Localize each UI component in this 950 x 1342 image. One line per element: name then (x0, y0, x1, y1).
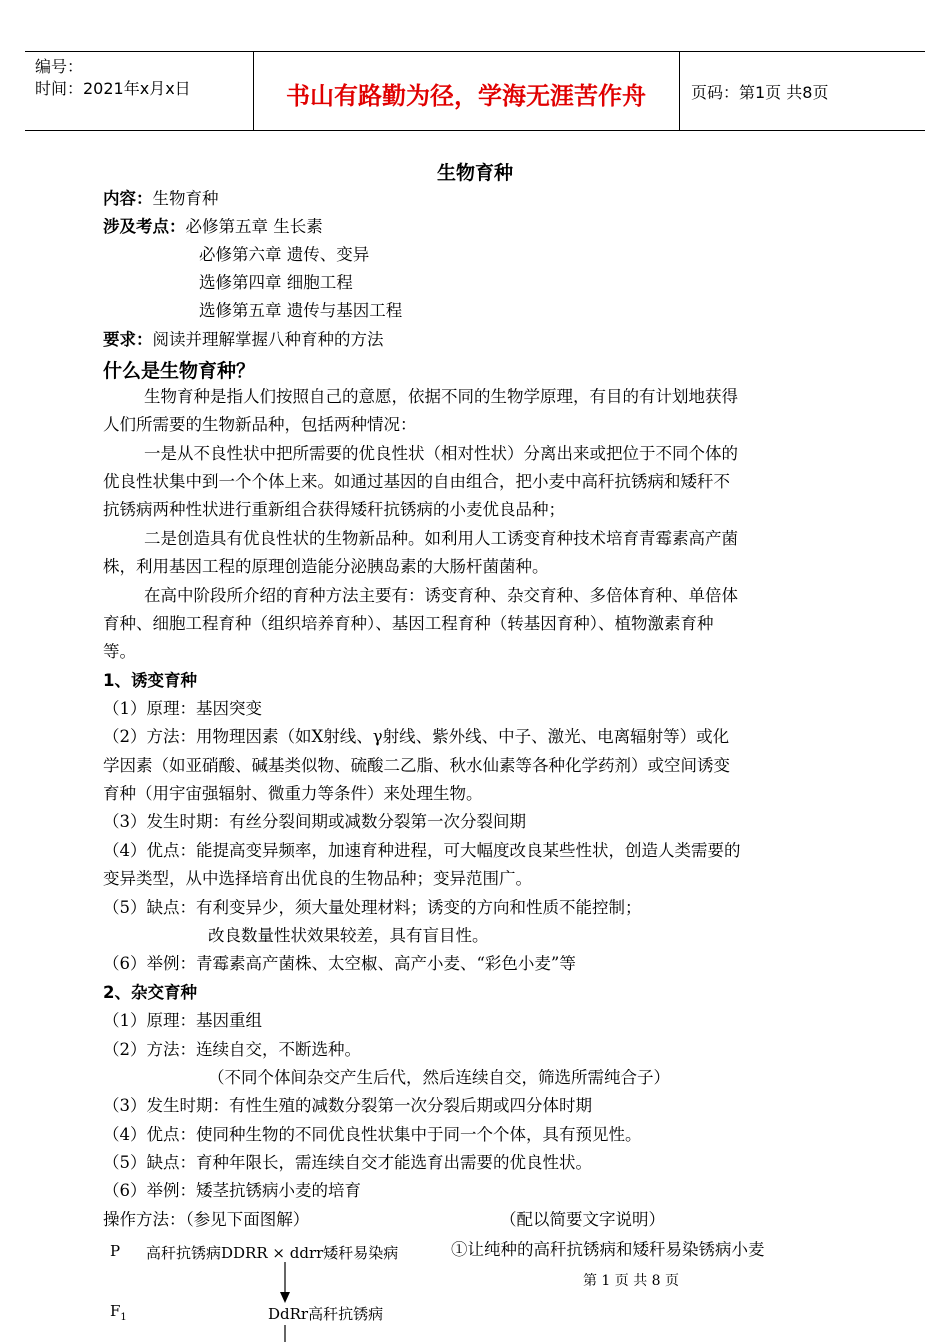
exam-point-item: 选修第四章 细胞工程 (199, 273, 353, 292)
section-item: （6）举例：矮茎抗锈病小麦的培育 (103, 1181, 361, 1200)
section-item: 育种（用宇宙强辐射、微重力等条件）来处理生物。 (103, 784, 483, 803)
section-item: （5）缺点：有利变异少，须大量处理材料；诱变的方向和性质不能控制； (103, 898, 642, 917)
header-page-info: 页码：第1页 共8页 (691, 83, 829, 102)
section-item: （4）优点：使同种生物的不同优良性状集中于同一个个体，具有预见性。 (103, 1125, 642, 1144)
operation-note-label: （配以简要文字说明） (500, 1210, 665, 1229)
section-item: （1）原理：基因重组 (103, 1011, 262, 1030)
exam-point-item: 必修第六章 遗传、变异 (199, 245, 370, 264)
paragraph-line: 育种、细胞工程育种（组织培养育种）、基因工程育种（转基因育种）、植物激素育种 (103, 614, 714, 633)
paragraph-line: 在高中阶段所介绍的育种方法主要有：诱变育种、杂交育种、多倍体育种、单倍体 (144, 586, 738, 605)
section-heading: 1、诱变育种 (103, 671, 197, 690)
exam-points-line: 涉及考点：必修第五章 生长素 (103, 217, 323, 236)
section-item: （3）发生时期：有性生殖的减数分裂第一次分裂后期或四分体时期 (103, 1096, 592, 1115)
section-item: （2）方法：连续自交，不断选种。 (103, 1040, 361, 1059)
content-line: 内容：生物育种 (103, 189, 219, 208)
diagram-parent-cross: 高秆抗锈病DDRR × ddrr矮秆易染病 (146, 1244, 399, 1262)
paragraph-line: 株，利用基因工程的原理创造能分泌胰岛素的大肠杆菌菌种。 (103, 557, 549, 576)
section-item: （4）优点：能提高变异频率，加速育种进程，可大幅度改良某些性状，创造人类需要的 (103, 841, 741, 860)
operation-method-label: 操作方法：（参见下面图解） (103, 1210, 310, 1229)
header-meta (35, 56, 191, 100)
section-item: （6）举例：青霉素高产菌株、太空椒、高产小麦、“彩色小麦”等 (103, 954, 576, 973)
section-item: （2）方法：用物理因素（如X射线、γ射线、紫外线、中子、激光、电离辐射等）或化 (103, 727, 730, 746)
paragraph-line: 等。 (103, 642, 136, 661)
paragraph-line: 优良性状集中到一个个体上来。如通过基因的自由组合，把小麦中高秆抗锈病和矮秆不 (103, 472, 730, 491)
section-item: （5）缺点：育种年限长，需连续自交才能选育出需要的优良性状。 (103, 1153, 592, 1172)
section-item: 改良数量性状效果较差，具有盲目性。 (208, 926, 489, 945)
number-label: 编号： (35, 57, 84, 76)
paragraph-line: 抗锈病两种性状进行重新组合获得矮秆抗锈病的小麦优良品种； (103, 500, 565, 519)
exam-point-item: 选修第五章 遗传与基因工程 (199, 301, 403, 320)
header-motto: 书山有路勤为径，学海无涯苦作舟 (286, 82, 646, 110)
diagram-note: ①让纯种的高秆抗锈病和矮秆易染锈病小麦 (451, 1240, 765, 1259)
section-item: （3）发生时期：有丝分裂间期或减数分裂第一次分裂间期 (103, 812, 526, 831)
section-heading: 2、杂交育种 (103, 983, 197, 1002)
time-label: 时间：2021年x月x日 (35, 79, 191, 98)
section-item: （不同个体间杂交产生后代，然后连续自交，筛选所需纯合子） (208, 1068, 670, 1087)
header-divider (679, 52, 680, 130)
paragraph-line: 生物育种是指人们按照自己的意愿，依据不同的生物学原理，有目的有计划地获得 (144, 387, 738, 406)
requirement-line: 要求：阅读并理解掌握八种育种的方法 (103, 330, 384, 349)
diagram-f1-genotype: DdRr高秆抗锈病 (268, 1305, 384, 1323)
section-item: （1）原理：基因突变 (103, 699, 262, 718)
paragraph-line: 一是从不良性状中把所需要的优良性状（相对性状）分离出来或把位于不同个体的 (144, 444, 738, 463)
paragraph-line: 二是创造具有优良性状的生物新品种。如利用人工诱变育种技术培育青霉素高产菌 (144, 529, 738, 548)
diagram-p-label: P (110, 1242, 121, 1260)
document-title: 生物育种 (436, 162, 513, 184)
section-item: 学因素（如亚硝酸、碱基类似物、硫酸二乙脂、秋水仙素等各种化学药剂）或空间诱变 (103, 756, 730, 775)
page-footer-number: 第 1 页 共 8 页 (582, 1273, 680, 1289)
paragraph-line: 人们所需要的生物新品种，包括两种情况： (103, 415, 417, 434)
page-header (25, 51, 925, 131)
section-question-heading: 什么是生物育种？ (103, 360, 256, 382)
diagram-connector-line (278, 1325, 292, 1342)
section-item: 变异类型，从中选择培育出优良的生物品种；变异范围广。 (103, 869, 532, 888)
diagram-f1-label: $F_1$ (110, 1302, 127, 1323)
